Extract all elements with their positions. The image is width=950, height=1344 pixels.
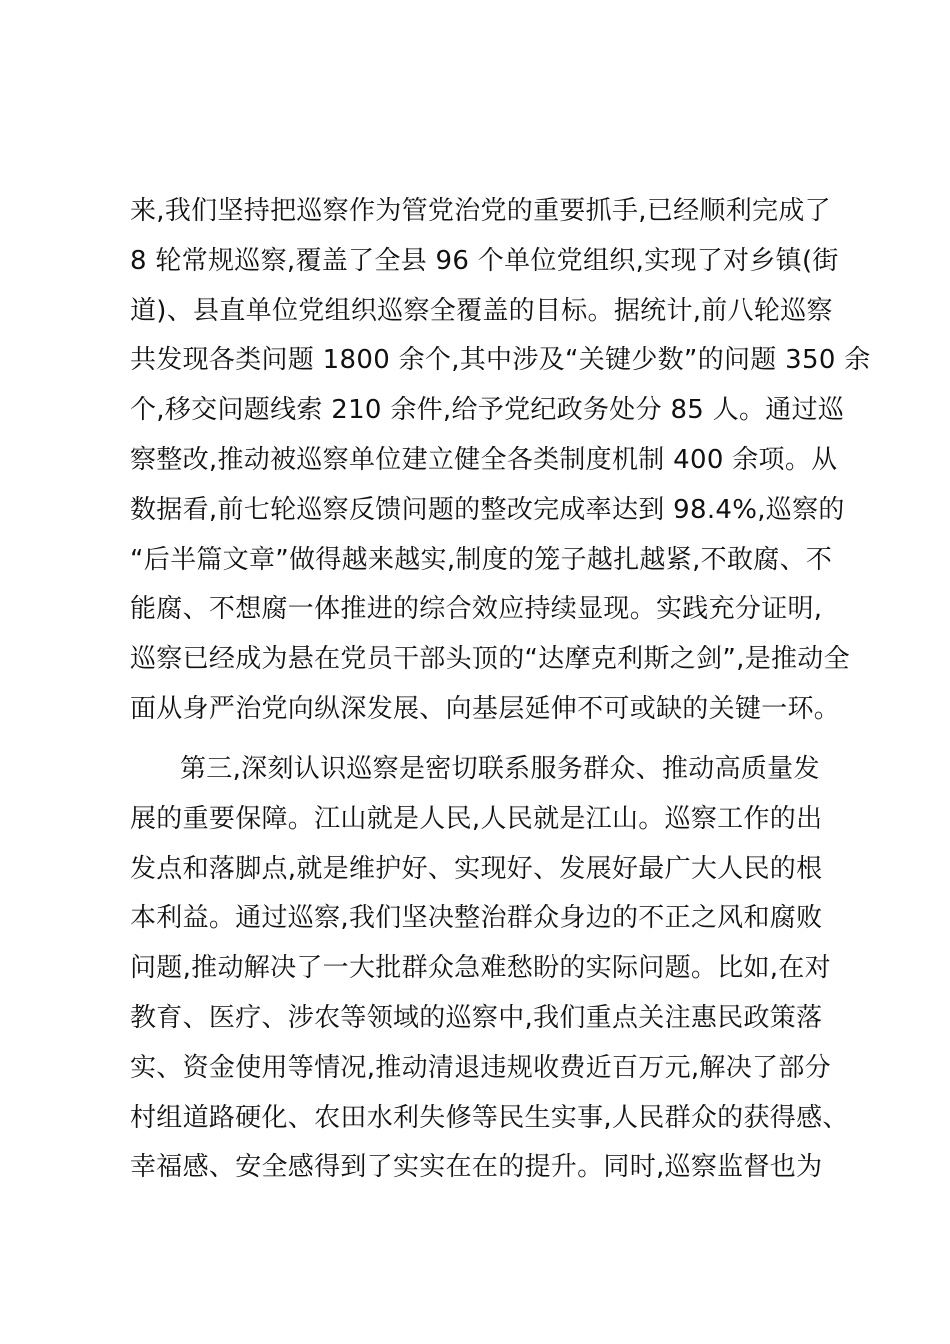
text-line: 发点和落脚点,就是维护好、实现好、发展好最广大人民的根 — [130, 853, 823, 884]
text-line: 幸福感、安全感得到了实实在在的提升。同时,巡察监督也为 — [130, 1152, 823, 1183]
text-line: 个,移交问题线索 210 余件,给予党纪政务处分 85 人。通过巡 — [130, 395, 845, 426]
text-line: 问题,推动解决了一大批群众急难愁盼的实际问题。比如,在对 — [130, 953, 831, 984]
text-line: 数据看,前七轮巡察反馈问题的整改完成率达到 98.4%,巡察的 — [130, 494, 845, 525]
text-line: 察整改,推动被巡察单位建立健全各类制度机制 400 余项。从 — [130, 444, 838, 475]
text-line: 本利益。通过巡察,我们坚决整治群众身边的不正之风和腐败 — [130, 903, 823, 934]
text-line: 巡察已经成为悬在党员干部头顶的“达摩克利斯之剑”,是推动全 — [130, 644, 850, 675]
text-line: 能腐、不想腐一体推进的综合效应持续显现。实践充分证明, — [130, 594, 823, 625]
text-line: 第三,深刻认识巡察是密切联系服务群众、推动高质量发 — [180, 754, 820, 784]
text-line: 教育、医疗、涉农等领域的巡察中,我们重点关注惠民政策落 — [130, 1002, 823, 1033]
text-line: 村组道路硬化、农田水利失修等民生实事,人民群众的获得感、 — [130, 1102, 849, 1133]
text-line: 道)、县直单位党组织巡察全覆盖的目标。据统计,前八轮巡察 — [130, 295, 833, 326]
text-line: 共发现各类问题 1800 余个,其中涉及“关键少数”的问题 350 余 — [130, 345, 871, 376]
paragraph-third-point — [130, 745, 849, 1193]
text-line: 来,我们坚持把巡察作为管党治党的重要抓手,已经顺利完成了 — [130, 196, 831, 226]
paragraph-inspection-results — [130, 187, 871, 735]
text-line: 实、资金使用等情况,推动清退违规收费近百万元,解决了部分 — [130, 1052, 831, 1083]
text-line: “后半篇文章”做得越来越实,制度的笼子越扎越紧,不敢腐、不 — [130, 544, 833, 575]
text-line: 展的重要保障。江山就是人民,人民就是江山。巡察工作的出 — [130, 803, 823, 834]
text-line: 8 轮常规巡察,覆盖了全县 96 个单位党组织,实现了对乡镇(街 — [130, 245, 839, 276]
text-line: 面从身严治党向纵深发展、向基层延伸不可或缺的关键一环。 — [130, 693, 841, 724]
